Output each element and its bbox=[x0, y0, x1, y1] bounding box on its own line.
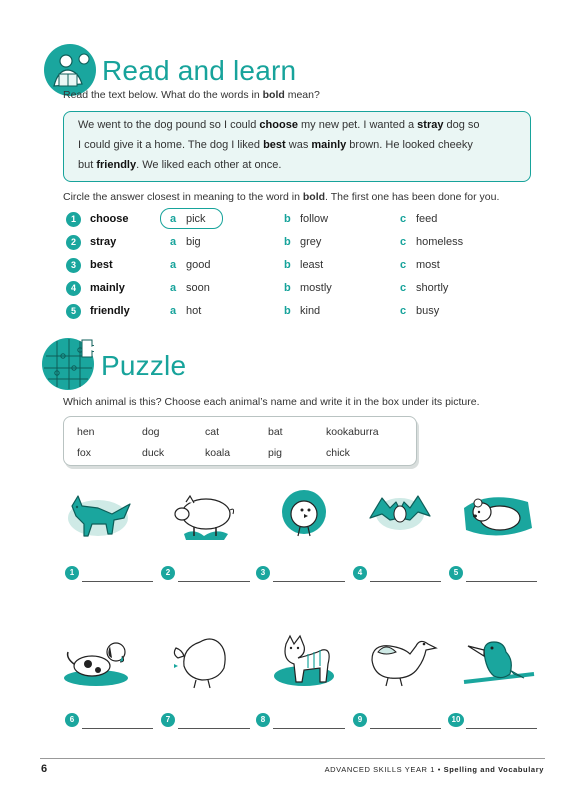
answer-line[interactable] bbox=[82, 581, 153, 582]
footer-subject: Spelling and Vocabulary bbox=[443, 765, 544, 774]
option-a-letter: a bbox=[170, 259, 177, 271]
passage-line bbox=[78, 139, 473, 151]
answer-line[interactable] bbox=[466, 581, 537, 582]
answer-number: 1 bbox=[65, 566, 79, 580]
answer-line[interactable] bbox=[273, 581, 345, 582]
option-b-letter: b bbox=[284, 259, 291, 271]
word-bank-item: hen bbox=[77, 426, 95, 438]
dog-icon bbox=[58, 630, 138, 690]
question-number: 5 bbox=[66, 304, 81, 319]
question-word: best bbox=[90, 259, 113, 271]
question-row bbox=[66, 257, 536, 275]
bold-vocab-word: stray bbox=[417, 119, 444, 131]
read-instruction bbox=[63, 89, 320, 101]
option-b-letter: b bbox=[284, 213, 291, 225]
footer-separator: • bbox=[437, 765, 441, 774]
passage-text: dog so bbox=[443, 119, 480, 131]
puzzle-title: Puzzle bbox=[101, 350, 187, 381]
answer-number: 4 bbox=[353, 566, 367, 580]
puzzle-instruction: Which animal is this? Choose each animal’s name and write it in the box under its picture. bbox=[63, 396, 480, 408]
passage-text: was bbox=[285, 139, 312, 151]
circle-instruction-bold: bold bbox=[302, 191, 326, 203]
circle-instruction-text: Circle the answer closest in meaning to the word in bbox=[63, 191, 303, 203]
bold-vocab-word: best bbox=[263, 139, 286, 151]
option-a[interactable]: soon bbox=[186, 282, 210, 294]
option-c[interactable]: most bbox=[416, 259, 440, 271]
duck-icon bbox=[360, 630, 440, 690]
word-bank-item: chick bbox=[326, 447, 350, 459]
word-bank-item: koala bbox=[205, 447, 231, 459]
koala-icon bbox=[458, 484, 538, 544]
option-b[interactable]: follow bbox=[300, 213, 329, 225]
answer-line[interactable] bbox=[178, 728, 250, 729]
footer-divider bbox=[40, 758, 545, 759]
fox-icon bbox=[58, 484, 138, 544]
page-number: 6 bbox=[41, 763, 48, 775]
question-number: 2 bbox=[66, 235, 81, 250]
question-row bbox=[66, 211, 536, 229]
option-b-letter: b bbox=[284, 282, 291, 294]
question-number: 1 bbox=[66, 212, 81, 227]
option-b[interactable]: least bbox=[300, 259, 324, 271]
word-bank-box bbox=[63, 416, 417, 466]
answer-line[interactable] bbox=[370, 581, 441, 582]
option-a[interactable]: pick bbox=[186, 213, 206, 225]
option-c[interactable]: busy bbox=[416, 305, 440, 317]
passage-text: brown. He looked cheeky bbox=[346, 139, 473, 151]
chick-icon bbox=[264, 484, 344, 544]
answer-number: 10 bbox=[448, 713, 464, 727]
word-bank-item: fox bbox=[77, 447, 92, 459]
passage-text: We went to the dog pound so I could bbox=[78, 119, 260, 131]
passage-line bbox=[78, 119, 480, 131]
passage-text: but bbox=[78, 159, 97, 171]
option-a-letter: a bbox=[170, 282, 177, 294]
option-c[interactable]: shortly bbox=[416, 282, 449, 294]
answer-number: 7 bbox=[161, 713, 175, 727]
answer-line[interactable] bbox=[466, 728, 537, 729]
question-number: 3 bbox=[66, 258, 81, 273]
answer-number: 8 bbox=[256, 713, 270, 727]
footer-book-title: ADVANCED SKILLS YEAR 1 bbox=[324, 765, 436, 774]
read-and-learn-title: Read and learn bbox=[102, 55, 297, 86]
word-bank-item: dog bbox=[142, 426, 160, 438]
word-bank-item: cat bbox=[205, 426, 220, 438]
bold-vocab-word: mainly bbox=[311, 139, 347, 151]
answer-line[interactable] bbox=[178, 581, 250, 582]
question-word: stray bbox=[90, 236, 117, 248]
option-b[interactable]: grey bbox=[300, 236, 322, 248]
passage-text: I could give it a home. The dog I liked bbox=[78, 139, 264, 151]
answer-number: 6 bbox=[65, 713, 79, 727]
answer-number: 2 bbox=[161, 566, 175, 580]
bold-vocab-word: friendly bbox=[96, 159, 137, 171]
option-c-letter: c bbox=[400, 213, 407, 225]
option-c-letter: c bbox=[400, 282, 407, 294]
option-a-letter: a bbox=[170, 236, 177, 248]
answer-line[interactable] bbox=[273, 728, 345, 729]
option-a-letter: a bbox=[170, 213, 177, 225]
option-c-letter: c bbox=[400, 259, 407, 271]
read-instruction-text-end: mean? bbox=[284, 89, 320, 101]
option-a[interactable]: hot bbox=[186, 305, 202, 317]
question-row bbox=[66, 303, 536, 321]
question-word: friendly bbox=[90, 305, 130, 317]
read-instruction-bold: bold bbox=[262, 89, 285, 101]
jigsaw-globe-icon bbox=[42, 338, 94, 390]
option-a[interactable]: big bbox=[186, 236, 201, 248]
pig-icon bbox=[164, 484, 244, 544]
cat-icon bbox=[264, 630, 344, 690]
option-a-letter: a bbox=[170, 305, 177, 317]
answer-line[interactable] bbox=[82, 728, 153, 729]
option-b[interactable]: mostly bbox=[300, 282, 332, 294]
answer-line[interactable] bbox=[370, 728, 441, 729]
circle-instruction bbox=[63, 191, 499, 203]
option-c[interactable]: feed bbox=[416, 213, 438, 225]
hen-icon bbox=[164, 630, 244, 690]
read-instruction-text: Read the text below. What do the words in bbox=[63, 89, 263, 101]
option-b[interactable]: kind bbox=[300, 305, 321, 317]
kookaburra-icon bbox=[458, 630, 538, 690]
answer-number: 5 bbox=[449, 566, 463, 580]
bold-vocab-word: choose bbox=[259, 119, 298, 131]
question-word: mainly bbox=[90, 282, 125, 294]
question-row bbox=[66, 234, 536, 252]
word-bank-item: duck bbox=[142, 447, 165, 459]
passage-line bbox=[78, 159, 281, 171]
word-bank-item: bat bbox=[268, 426, 283, 438]
option-a[interactable]: good bbox=[186, 259, 211, 271]
option-c[interactable]: homeless bbox=[416, 236, 464, 248]
word-bank-item: kookaburra bbox=[326, 426, 379, 438]
option-b-letter: b bbox=[284, 305, 291, 317]
answer-number: 3 bbox=[256, 566, 270, 580]
question-number: 4 bbox=[66, 281, 81, 296]
answer-number: 9 bbox=[353, 713, 367, 727]
option-c-letter: c bbox=[400, 236, 407, 248]
footer-title bbox=[325, 765, 544, 774]
bat-icon bbox=[360, 484, 440, 544]
option-b-letter: b bbox=[284, 236, 291, 248]
question-word: choose bbox=[90, 213, 129, 225]
passage-text: . We liked each other at once. bbox=[136, 159, 282, 171]
option-c-letter: c bbox=[400, 305, 407, 317]
word-bank-item: pig bbox=[268, 447, 283, 459]
circle-instruction-text-end: . The first one has been done for you. bbox=[325, 191, 500, 203]
question-row bbox=[66, 280, 536, 298]
passage-text: my new pet. I wanted a bbox=[297, 119, 418, 131]
